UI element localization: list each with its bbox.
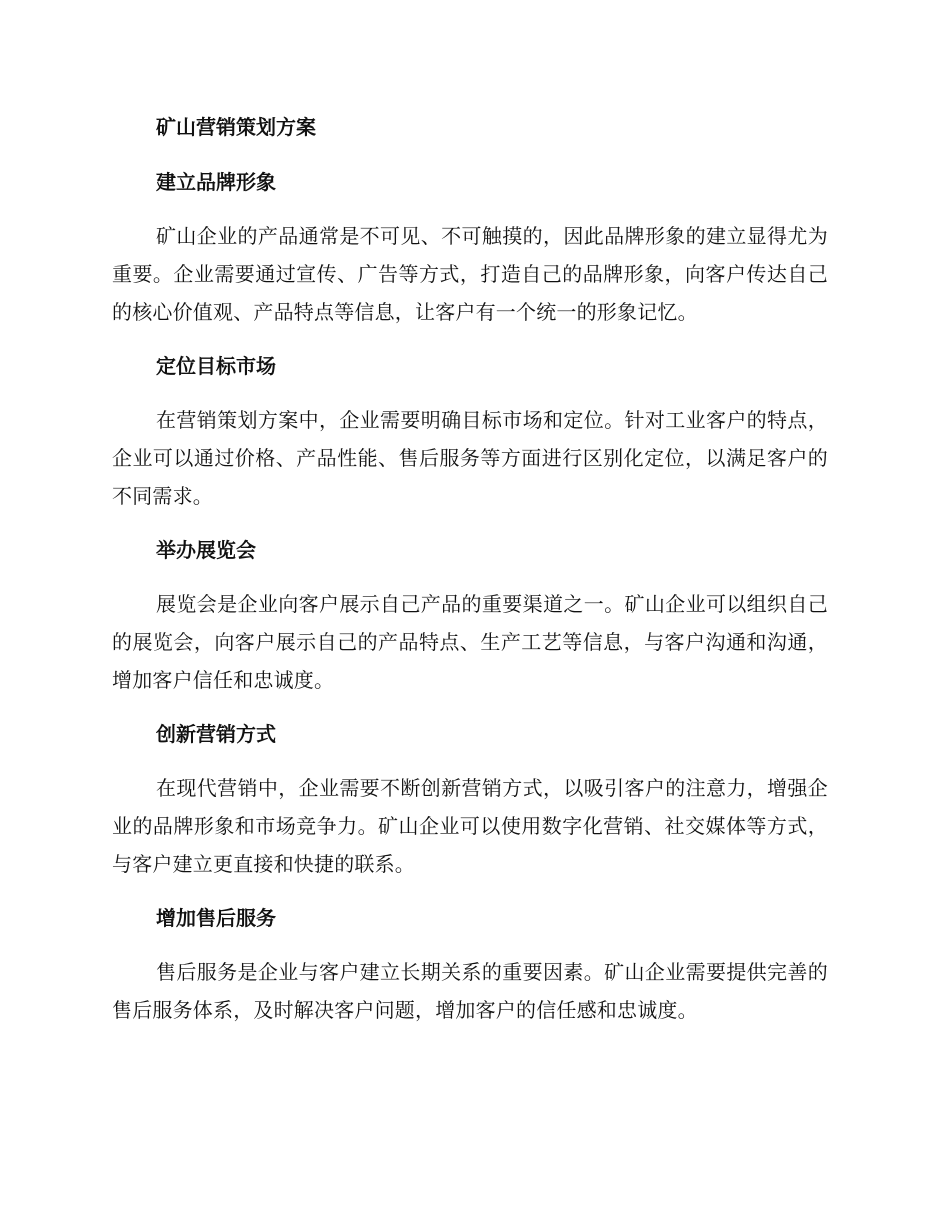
section-heading: 增加售后服务 — [156, 906, 276, 930]
section-heading: 举办展览会 — [156, 538, 256, 562]
section-target-market — [112, 347, 828, 515]
section-paragraph: 售后服务是企业与客户建立长期关系的重要因素。矿山企业需要提供完善的售后服务体系，及时解决客户问题，增加客户的信任感和忠诚度。 — [112, 960, 828, 1022]
section-exhibition — [112, 531, 828, 699]
document-title: 矿山营销策划方案 — [156, 115, 316, 139]
section-innovative-marketing — [112, 715, 828, 883]
document-body — [112, 108, 828, 1045]
section-paragraph: 矿山企业的产品通常是不可见、不可触摸的，因此品牌形象的建立显得尤为重要。企业需要通过宣传、广告等方式，打造自己的品牌形象，向客户传达自己的核心价值观、产品特点等信息，让客户有一个统一的形象记忆。 — [112, 224, 828, 324]
section-heading: 建立品牌形象 — [156, 170, 276, 194]
section-heading: 创新营销方式 — [156, 722, 276, 746]
section-paragraph: 在营销策划方案中，企业需要明确目标市场和定位。针对工业客户的特点，企业可以通过价格、产品性能、售后服务等方面进行区别化定位，以满足客户的不同需求。 — [112, 408, 828, 508]
section-after-sales — [112, 899, 828, 1029]
section-heading: 定位目标市场 — [156, 354, 276, 378]
section-brand-image — [112, 163, 828, 331]
section-paragraph: 在现代营销中，企业需要不断创新营销方式，以吸引客户的注意力，增强企业的品牌形象和市场竞争力。矿山企业可以使用数字化营销、社交媒体等方式，与客户建立更直接和快捷的联系。 — [112, 776, 828, 876]
section-paragraph: 展览会是企业向客户展示自己产品的重要渠道之一。矿山企业可以组织自己的展览会，向客户展示自己的产品特点、生产工艺等信息，与客户沟通和沟通，增加客户信任和忠诚度。 — [112, 592, 828, 692]
